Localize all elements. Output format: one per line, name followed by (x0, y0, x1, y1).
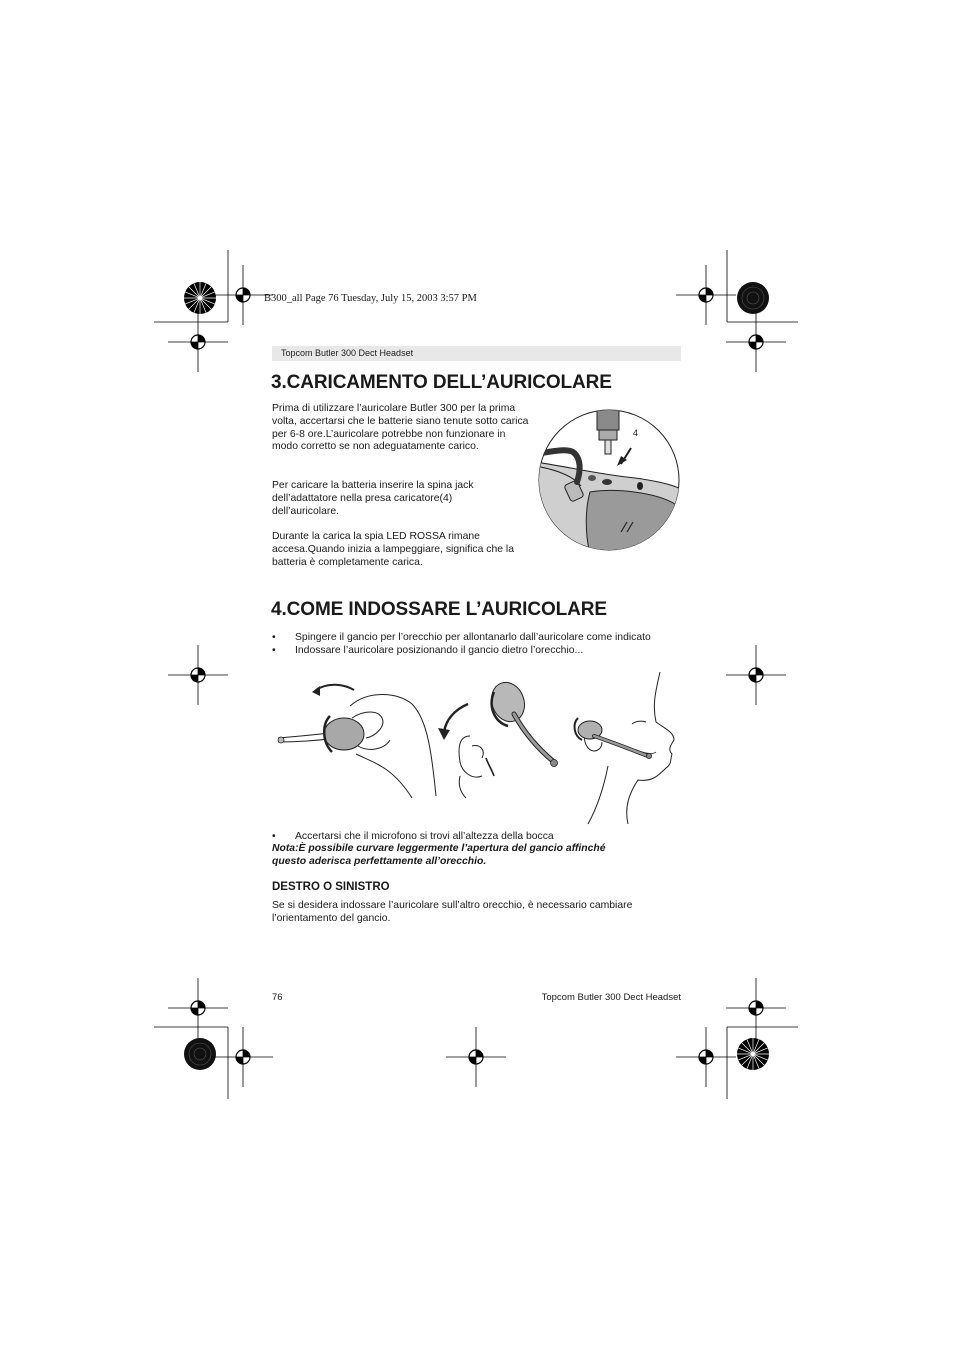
bullet-glyph: • (272, 831, 276, 842)
charging-illustration (535, 404, 685, 554)
bullet-text: Accertarsi che il microfono si trovi all’altezza della bocca (295, 831, 554, 842)
left-right-subheading: DESTRO O SINISTRO (272, 881, 390, 893)
section3-heading: 3.CARICAMENTO DELL’AURICOLARE (271, 372, 612, 393)
left-right-paragraph: Se si desidera indossare l’auricolare sull’altro orecchio, è necessario cambiare l’orientamento del gancio. (272, 900, 633, 924)
bullet-text: Indossare l’auricolare posizionando il gancio dietro l’orecchio... (295, 645, 584, 656)
section3-paragraph-2: Per caricare la batteria inserire la spina jack dell’adattatore nella presa caricatore(4) dell’auricolare. (272, 480, 474, 517)
section3-paragraph-1: Prima di utilizzare l’auricolare Butler 300 per la prima volta, accertarsi che le batterie siano tenute sotto carica per 6-8 ore.L’auricolare potrebbe non funzionare in modo corretto se non adeguatamente carico. (272, 403, 529, 453)
print-slug: B300_all Page 76 Tuesday, July 15, 2003 3:57 PM (264, 293, 477, 304)
section4-heading: 4.COME INDOSSARE L’AURICOLARE (271, 599, 607, 620)
footer-page-number: 76 (272, 992, 283, 1003)
note-line-1: Nota:È possibile curvare leggermente l’apertura del gancio affinché (272, 843, 606, 854)
running-header-title: Topcom Butler 300 Dect Headset (281, 348, 414, 358)
note-line-2: questo aderisca perfettamente all’orecchio. (272, 856, 487, 867)
bullet-glyph: • (272, 632, 276, 643)
figure-label-4: 4 (633, 428, 639, 438)
wearing-illustration (272, 666, 682, 826)
footer-product-name: Topcom Butler 300 Dect Headset (541, 992, 681, 1003)
section3-paragraph-3: Durante la carica la spia LED ROSSA rimane accesa.Quando inizia a lampeggiare, significa che la batteria è completamente carica. (272, 531, 515, 568)
bullet-glyph: • (272, 645, 276, 656)
bullet-text: Spingere il gancio per l’orecchio per allontanarlo dall’auricolare come indicato (295, 632, 651, 643)
